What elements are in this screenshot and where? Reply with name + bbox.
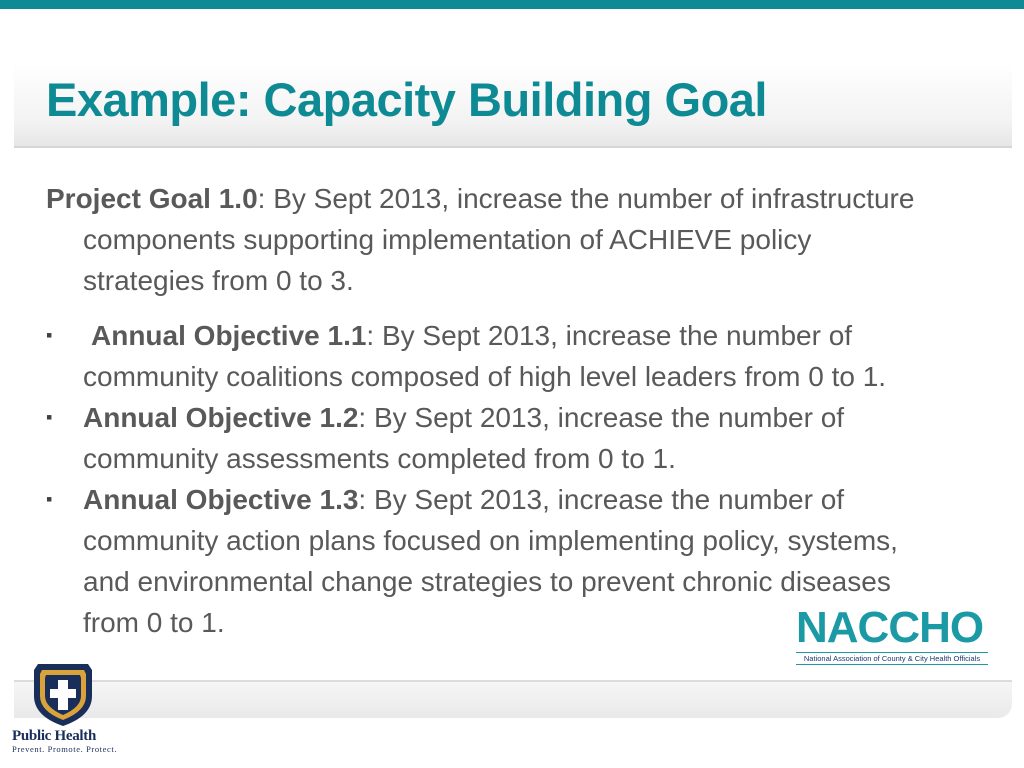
slide-title: Example: Capacity Building Goal xyxy=(46,73,767,126)
public-health-name: Public Health xyxy=(12,728,97,744)
naccho-wordmark: NACCHO xyxy=(796,603,984,652)
objective-text: : By Sept 2013, increase the number of community action plans focused on implementing policy, systems, and environmental change strategies to prevent chronic diseases from 0 to 1. xyxy=(83,484,898,638)
project-goal xyxy=(46,178,936,301)
objective-label: Annual Objective 1.2 xyxy=(83,402,359,433)
project-goal-label: Project Goal 1.0 xyxy=(46,183,258,214)
objectives-list xyxy=(46,315,936,643)
naccho-subtitle: National Association of County & City Health Officials xyxy=(796,652,988,665)
objective-item xyxy=(46,397,936,479)
top-accent-bar xyxy=(0,0,1024,9)
objective-label: Annual Objective 1.3 xyxy=(83,484,359,515)
bullet-icon: ▪ xyxy=(46,325,53,345)
bullet-icon: ▪ xyxy=(46,489,53,509)
objective-item xyxy=(46,315,936,397)
footer-band xyxy=(14,680,1012,718)
slide-content xyxy=(46,178,936,643)
public-health-logo xyxy=(8,660,118,733)
shield-cross-icon xyxy=(8,660,118,728)
naccho-logo xyxy=(796,603,988,665)
public-health-tagline: Prevent. Promote. Protect. xyxy=(12,744,118,754)
objective-text: : By Sept 2013, increase the number of community coalitions composed of high level leaders from 0 to 1. xyxy=(83,320,887,392)
project-goal-text: : By Sept 2013, increase the number of infrastructure components supporting implementation of ACHIEVE policy strategies from 0 to 3. xyxy=(83,183,915,296)
objective-label: Annual Objective 1.1 xyxy=(91,320,367,351)
objective-text: : By Sept 2013, increase the number of community assessments completed from 0 to 1. xyxy=(83,402,845,474)
bullet-icon: ▪ xyxy=(46,407,53,427)
